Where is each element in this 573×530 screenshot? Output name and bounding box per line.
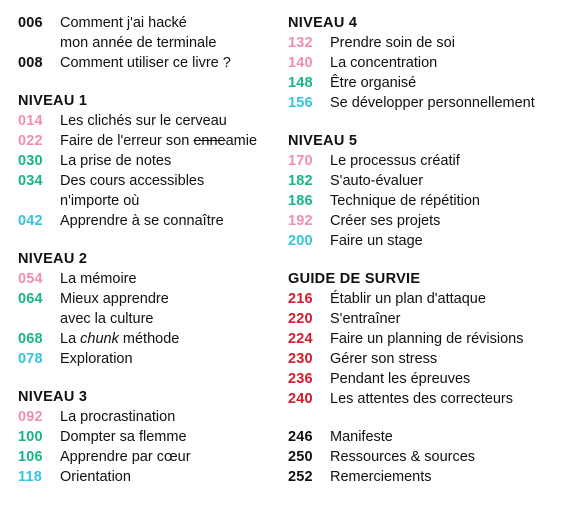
toc-entry[interactable]: [288, 369, 570, 389]
entry-title: Ressources & sources: [330, 449, 476, 465]
toc-entry[interactable]: [18, 349, 280, 369]
toc-entry[interactable]: [18, 131, 280, 151]
entry-title: Apprendre à se connaître: [60, 213, 224, 229]
page-number: 132: [288, 35, 313, 51]
entry-title: Orientation: [60, 469, 131, 485]
toc-entry[interactable]: [18, 111, 280, 131]
right-column: [288, 13, 570, 487]
entry-title: La procrastination: [60, 409, 176, 425]
entry-title: Manifeste: [330, 429, 393, 445]
toc-entry[interactable]: [288, 33, 570, 53]
toc-entry[interactable]: [288, 447, 570, 467]
toc-entry[interactable]: [288, 151, 570, 171]
toc-entry[interactable]: [288, 191, 570, 211]
entry-title: Être organisé: [330, 75, 417, 91]
page-number: 054: [18, 271, 43, 287]
entry-title: Exploration: [60, 351, 133, 367]
entry-title: Le processus créatif: [330, 153, 460, 169]
title-part: méthode: [118, 331, 180, 347]
toc-entry[interactable]: [288, 171, 570, 191]
page-number: 068: [18, 331, 43, 347]
entry-title: Faire un planning de révisions: [330, 331, 524, 347]
page-number: 230: [288, 351, 313, 367]
toc-entry[interactable]: [18, 151, 280, 171]
entry-title: La concentration: [330, 55, 438, 71]
title-part: amie: [225, 133, 258, 149]
entry-title: La mémoire: [60, 271, 137, 287]
page-number: 008: [18, 55, 43, 71]
toc-entry[interactable]: [288, 73, 570, 93]
toc-entry[interactable]: [288, 389, 570, 409]
entry-title: S'entraîner: [330, 311, 401, 327]
toc-entry[interactable]: [288, 329, 570, 349]
section-heading-niveau-1: NIVEAU 1: [18, 93, 88, 109]
toc-entry[interactable]: [288, 349, 570, 369]
toc-entry[interactable]: [18, 211, 280, 231]
entry-title: S'auto-évaluer: [330, 173, 424, 189]
section-heading-niveau-2: NIVEAU 2: [18, 251, 88, 267]
entry-title: Se développer personnellement: [330, 95, 535, 111]
page-number: 252: [288, 469, 313, 485]
toc-entry[interactable]: [288, 289, 570, 309]
title-part: La: [60, 331, 81, 347]
toc-entry[interactable]: [18, 269, 280, 289]
entry-title: Apprendre par cœur: [60, 449, 191, 465]
page-number: 246: [288, 429, 313, 445]
page-number: 224: [288, 331, 313, 347]
page-number: 216: [288, 291, 313, 307]
page-number: 192: [288, 213, 313, 229]
entry-title: Établir un plan d'attaque: [330, 291, 486, 307]
page-number: 182: [288, 173, 313, 189]
page-number: 148: [288, 75, 313, 91]
entry-title: [60, 329, 280, 349]
entry-title: Remerciements: [330, 469, 432, 485]
entry-title: Faire un stage: [330, 233, 423, 249]
page-number: 092: [18, 409, 43, 425]
toc-entry[interactable]: [18, 407, 280, 427]
entry-title: Comment utiliser ce livre ?: [60, 55, 231, 71]
page-number: 030: [18, 153, 43, 169]
intro-list: [18, 13, 280, 73]
toc-entry[interactable]: [18, 171, 280, 211]
toc-entry[interactable]: [288, 427, 570, 447]
page-number: 240: [288, 391, 313, 407]
page-number: 186: [288, 193, 313, 209]
entry-title: Comment j'ai hacké mon année de terminale: [60, 15, 217, 51]
title-part: Faire de l'erreur son: [60, 133, 194, 149]
page-number: 034: [18, 173, 43, 189]
section-heading-niveau-3: NIVEAU 3: [18, 389, 88, 405]
toc-entry[interactable]: [288, 231, 570, 251]
toc-entry[interactable]: [288, 467, 570, 487]
toc-entry[interactable]: [18, 13, 280, 53]
entry-title: Mieux apprendre avec la culture: [60, 291, 169, 327]
toc-entry[interactable]: [18, 289, 280, 329]
entry-title: Les attentes des correcteurs: [330, 391, 513, 407]
page-number: 156: [288, 95, 313, 111]
entry-title: Créer ses projets: [330, 213, 441, 229]
page-number: 100: [18, 429, 43, 445]
toc-entry[interactable]: [18, 467, 280, 487]
page-number: 200: [288, 233, 313, 249]
toc-entry[interactable]: [288, 309, 570, 329]
page-number: 064: [18, 291, 43, 307]
section-heading-guide-de-survie: GUIDE DE SURVIE: [288, 271, 421, 287]
entry-title: Dompter sa flemme: [60, 429, 187, 445]
entry-title: Des cours accessibles n'importe où: [60, 173, 205, 209]
toc-entry[interactable]: [18, 53, 280, 73]
toc-entry[interactable]: [18, 427, 280, 447]
entry-title: Pendant les épreuves: [330, 371, 471, 387]
page-number: 170: [288, 153, 313, 169]
struck-text: enne: [193, 133, 226, 149]
section-heading-niveau-5: NIVEAU 5: [288, 133, 358, 149]
entry-title: Technique de répétition: [330, 193, 480, 209]
toc-entry[interactable]: [18, 329, 280, 349]
page-number: 042: [18, 213, 43, 229]
page-number: 106: [18, 449, 43, 465]
entry-title: La prise de notes: [60, 153, 172, 169]
toc-entry[interactable]: [288, 93, 570, 113]
toc-entry[interactable]: [288, 211, 570, 231]
entry-title: Les clichés sur le cerveau: [60, 113, 227, 129]
entry-title: Prendre soin de soi: [330, 35, 455, 51]
page-number: 078: [18, 351, 43, 367]
entry-title: Gérer son stress: [330, 351, 438, 367]
entry-title: [60, 131, 280, 151]
left-column: [18, 13, 280, 487]
page-number: 118: [18, 469, 42, 485]
page-number: 140: [288, 55, 313, 71]
section-heading-niveau-4: NIVEAU 4: [288, 15, 358, 31]
emphasized-text: chunk: [80, 331, 119, 347]
page-number: 236: [288, 371, 313, 387]
toc-entry[interactable]: [288, 53, 570, 73]
page-number: 014: [18, 113, 43, 129]
page-number: 220: [288, 311, 313, 327]
page-number: 022: [18, 133, 43, 149]
toc-entry[interactable]: [18, 447, 280, 467]
page-number: 006: [18, 15, 43, 31]
page-number: 250: [288, 449, 313, 465]
